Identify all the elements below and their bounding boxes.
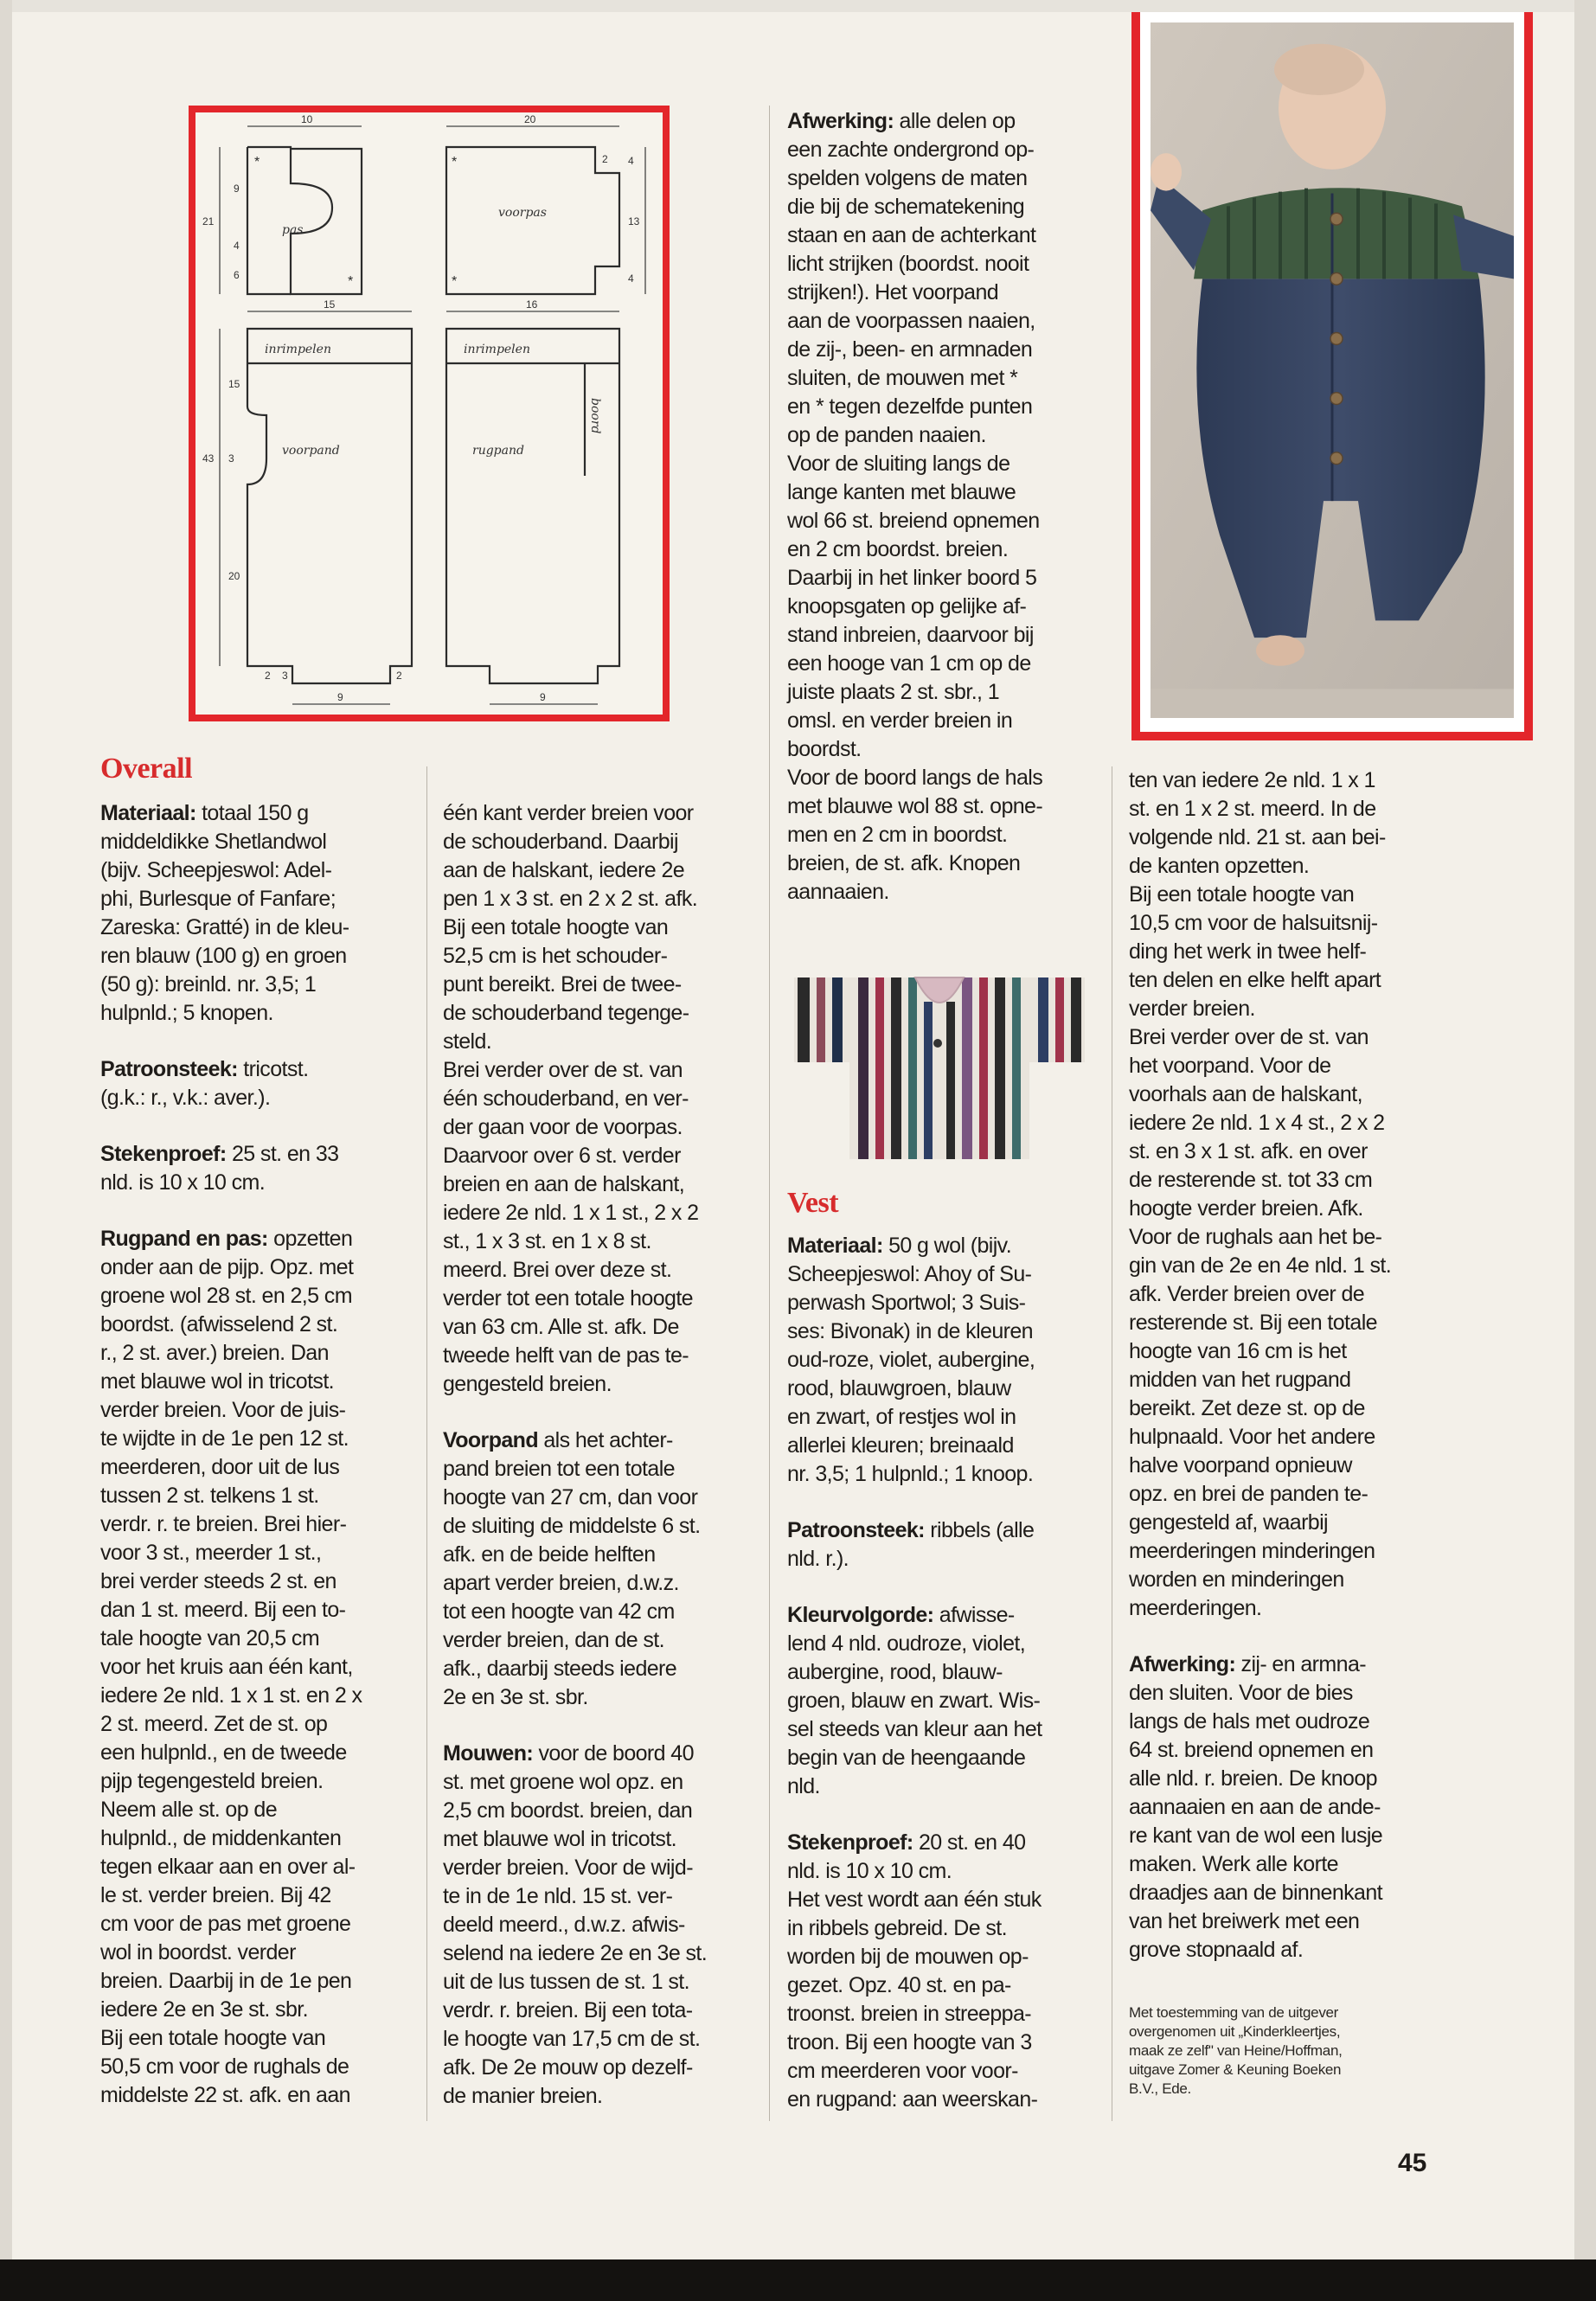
- text-line: opzetten: [273, 1227, 353, 1251]
- text-line: 2 st. meerd. Zet de st. op: [100, 1712, 328, 1736]
- paragraph-label: Materiaal:: [100, 801, 196, 825]
- text-line: voor de boord 40: [538, 1741, 694, 1766]
- text-line: hoogte van 27 cm, dan voor: [443, 1485, 698, 1509]
- dim-pas-back-h2: 4: [234, 240, 240, 252]
- text-line: opz. en brei de panden te-: [1129, 1482, 1368, 1506]
- text-line: perwash Sportwol; 3 Suis-: [787, 1291, 1026, 1315]
- text-line: worden bij de mouwen op-: [787, 1945, 1029, 1969]
- dim-foot-a: 2: [265, 670, 271, 682]
- text-line: deeld meerd., d.w.z. afwis-: [443, 1913, 685, 1937]
- credit-line: Met toestemming van de uitgever: [1129, 2004, 1339, 2021]
- text-line: Bij een totale hoogte van: [443, 915, 669, 939]
- text-line: ses: Bivonak) in de kleuren: [787, 1319, 1033, 1343]
- text-line: strijken!). Het voorpand: [787, 280, 999, 304]
- dim-panel-front-total: 43: [202, 452, 215, 465]
- paragraph-label: Rugpand en pas:: [100, 1227, 268, 1251]
- page-edge-left: [0, 0, 12, 2301]
- text-line: hoogte verder breien. Afk.: [1129, 1196, 1363, 1221]
- publisher-credit: [1129, 2003, 1440, 2099]
- text-line: groene wol 28 st. en 2,5 cm: [100, 1284, 352, 1308]
- dim-pas-back-h1: 9: [234, 183, 240, 195]
- text-line: re kant van de wol een lusje: [1129, 1823, 1383, 1848]
- voorpas-outline: [446, 147, 619, 294]
- vest-column-2: [1129, 766, 1447, 1965]
- text-line: de schouderband tegenge-: [443, 1001, 689, 1025]
- text-line: van 63 cm. Alle st. afk. De: [443, 1315, 679, 1339]
- pas-back-label: pas: [282, 223, 304, 237]
- baby-overall-photo-frame: [1131, 12, 1533, 740]
- text-line: en * tegen dezelfde punten: [787, 394, 1033, 419]
- text-line: groen, blauw en zwart. Wis-: [787, 1689, 1041, 1713]
- text-line: voor het kruis aan één kant,: [100, 1655, 353, 1679]
- dim-pas-back-total: 21: [202, 215, 215, 228]
- text-line: tricotst.: [243, 1057, 309, 1081]
- text-line: gengesteld af, waarbij: [1129, 1510, 1329, 1535]
- text-line: grove stopnaald af.: [1129, 1938, 1304, 1962]
- rugpand-label: rugpand: [472, 444, 524, 458]
- text-line: verder breien. Voor de juis-: [100, 1398, 346, 1422]
- text-line: te in de 1e nld. 15 st. ver-: [443, 1884, 673, 1908]
- text-line: r., 2 st. aver.) breien. Dan: [100, 1341, 329, 1365]
- text-line: tot een hoogte van 42 cm: [443, 1599, 675, 1624]
- paragraph: [787, 1601, 1106, 1801]
- text-line: hoogte van 16 cm is het: [1129, 1339, 1347, 1363]
- paragraph: [100, 1225, 419, 2110]
- text-line: afk., daarbij steeds iedere: [443, 1657, 677, 1681]
- credit-line: uitgave Zomer & Keuning Boeken: [1129, 2061, 1342, 2078]
- text-line: Neem alle st. op de: [100, 1798, 277, 1822]
- baby-overall-photo: [1151, 22, 1514, 718]
- text-line: wol in boordst. verder: [100, 1940, 296, 1965]
- paragraph: [443, 799, 761, 1399]
- text-line: uit de lus tussen de st. 1 st.: [443, 1970, 689, 1994]
- overall-column-3: [787, 107, 1106, 907]
- text-line: hulpnld.; 5 knopen.: [100, 1001, 273, 1025]
- text-line: ten delen en elke helft apart: [1129, 968, 1381, 992]
- star-mark: *: [452, 155, 458, 170]
- voorpand-label: voorpand: [282, 444, 340, 458]
- text-line: selend na iedere 2e en 3e st.: [443, 1941, 708, 1965]
- column-rule: [769, 106, 770, 2121]
- credit-line: overgenomen uit „Kinderkleertjes,: [1129, 2023, 1341, 2040]
- text-line: spelden volgens de maten: [787, 166, 1028, 190]
- text-line: volgende nld. 21 st. aan bei-: [1129, 825, 1386, 849]
- paragraph: [1129, 1650, 1447, 1965]
- text-line: aannaaien.: [787, 880, 889, 904]
- inrimpelen-front-label: inrimpelen: [265, 343, 331, 356]
- text-line: 2e en 3e st. sbr.: [443, 1685, 588, 1709]
- text-line: aannaaien en aan de ande-: [1129, 1795, 1381, 1819]
- text-line: sluiten, de mouwen met *: [787, 366, 1018, 390]
- dim-pas-front-h1: 4: [628, 155, 634, 167]
- dim-pas-back-h3: 6: [234, 269, 240, 281]
- text-line: langs de hals met oudroze: [1129, 1709, 1370, 1734]
- text-line: Het vest wordt aan één stuk: [787, 1888, 1042, 1912]
- overall-column-2: [443, 799, 761, 2111]
- text-line: punt bereikt. Brei de twee-: [443, 972, 682, 997]
- text-line: als het achter-: [543, 1428, 673, 1452]
- dim-pas-front-width: 20: [524, 113, 536, 125]
- text-line: st. en 1 x 2 st. meerd. In de: [1129, 797, 1376, 821]
- text-line: oud-roze, violet, aubergine,: [787, 1348, 1035, 1372]
- text-line: troon. Bij een hoogte van 3: [787, 2030, 1032, 2054]
- text-line: cm voor de pas met groene: [100, 1912, 351, 1936]
- text-line: nld. r.).: [787, 1547, 849, 1571]
- text-line: brei verder steeds 2 st. en: [100, 1569, 337, 1593]
- text-line: rood, blauwgroen, blauw: [787, 1376, 1011, 1400]
- vest-column-1: [787, 1232, 1106, 2114]
- text-line: st. met groene wol opz. en: [443, 1770, 683, 1794]
- dim-panel-back-width: 16: [526, 298, 538, 311]
- dim-foot-c: 2: [396, 670, 402, 682]
- dim-pas-front-h3: 4: [628, 272, 634, 285]
- text-line: aan de voorpassen naaien,: [787, 309, 1035, 333]
- text-line: met blauwe wol 88 st. opne-: [787, 794, 1043, 818]
- paragraph: [100, 1055, 419, 1112]
- text-line: halve voorpand opnieuw: [1129, 1453, 1352, 1477]
- text-line: tale hoogte van 20,5 cm: [100, 1626, 320, 1650]
- star-mark: *: [452, 274, 458, 289]
- text-line: pand breien tot een totale: [443, 1457, 675, 1481]
- text-line: stand inbreien, daarvoor bij: [787, 623, 1034, 647]
- text-line: 2,5 cm boordst. breien, dan: [443, 1798, 693, 1823]
- text-line: (50 g): breinld. nr. 3,5; 1: [100, 972, 317, 997]
- text-line: middeldikke Shetlandwol: [100, 830, 327, 854]
- text-line: cm meerderen voor voor-: [787, 2059, 1018, 2083]
- overall-column-1: [100, 799, 419, 2110]
- dim-pas-back-width: 10: [301, 113, 313, 125]
- text-line: één kant verder breien voor: [443, 801, 694, 825]
- text-line: Daarbij in het linker boord 5: [787, 566, 1037, 590]
- paragraph: [787, 1516, 1106, 1574]
- text-line: bereikt. Zet deze st. op de: [1129, 1396, 1365, 1420]
- text-line: apart verder breien, d.w.z.: [443, 1571, 679, 1595]
- text-line: afk. Verder breien over de: [1129, 1282, 1365, 1306]
- text-line: aan de halskant, iedere 2e: [443, 858, 685, 882]
- text-line: te wijdte in de 1e pen 12 st.: [100, 1426, 349, 1451]
- text-line: Zareska: Gratté) in de kleu-: [100, 915, 349, 939]
- text-line: st. en 3 x 1 st. afk. en over: [1129, 1139, 1368, 1163]
- text-line: een zachte ondergrond op-: [787, 138, 1035, 162]
- paragraph: [100, 799, 419, 1028]
- text-line: een hooge van 1 cm op de: [787, 651, 1031, 676]
- text-line: 64 st. breiend opnemen en: [1129, 1738, 1374, 1762]
- text-line: worden en minderingen: [1129, 1567, 1344, 1592]
- dim-panel-front-h2: 3: [228, 452, 234, 465]
- text-line: tussen 2 st. telkens 1 st.: [100, 1484, 319, 1508]
- dim-panel-front-h1: 15: [228, 378, 240, 390]
- text-line: meerderingen minderingen: [1129, 1539, 1375, 1563]
- text-line: met blauwe wol in tricotst.: [100, 1369, 335, 1394]
- paragraph-label: Kleurvolgorde:: [787, 1603, 934, 1627]
- text-line: maken. Werk alle korte: [1129, 1852, 1338, 1876]
- text-line: (bijv. Scheepjeswol: Adel-: [100, 858, 332, 882]
- dim-foot-b: 3: [282, 670, 288, 682]
- text-line: afk. De 2e mouw op dezelf-: [443, 2055, 693, 2080]
- text-line: Scheepjeswol: Ahoy of Su-: [787, 1262, 1032, 1286]
- voorpas-label: voorpas: [498, 206, 547, 220]
- dim-pas-front-h2: 13: [628, 215, 640, 228]
- text-line: boordst.: [787, 737, 862, 761]
- inrimpelen-back-label: inrimpelen: [464, 343, 530, 356]
- rugpand-outline: [446, 329, 619, 683]
- text-line: pen 1 x 3 st. en 2 x 2 st. afk.: [443, 887, 698, 911]
- text-line: ren blauw (100 g) en groen: [100, 944, 347, 968]
- dim-foot-width: 9: [337, 691, 343, 703]
- text-line: phi, Burlesque of Fanfare;: [100, 887, 337, 911]
- paragraph: [443, 1426, 761, 1712]
- paragraph-label: Afwerking:: [1129, 1652, 1236, 1676]
- text-line: en zwart, of restjes wol in: [787, 1405, 1016, 1429]
- text-line: breien. Daarbij in de 1e pen: [100, 1969, 352, 1993]
- text-line: staan en aan de achterkant: [787, 223, 1036, 247]
- paragraph: [443, 1740, 761, 2111]
- text-line: de zij-, been- en armnaden: [787, 337, 1033, 362]
- text-line: alle delen op: [899, 109, 1016, 133]
- paragraph-label: Materiaal:: [787, 1234, 883, 1258]
- striped-vest-image: [785, 967, 1093, 1164]
- boord-label: boord: [588, 398, 602, 434]
- text-line: meerderingen.: [1129, 1596, 1262, 1620]
- text-line: verder breien. Voor de wijd-: [443, 1856, 693, 1880]
- text-line: men en 2 cm in boordst.: [787, 823, 1008, 847]
- text-line: één schouderband, en ver-: [443, 1086, 689, 1111]
- text-line: het voorpand. Voor de: [1129, 1054, 1331, 1078]
- page-edge-bottom: [0, 2259, 1596, 2301]
- text-line: iedere 2e en 3e st. sbr.: [100, 1997, 308, 2022]
- text-line: voorhals aan de halskant,: [1129, 1082, 1362, 1106]
- text-line: met blauwe wol in tricotst.: [443, 1827, 677, 1851]
- pattern-schematic: [189, 106, 670, 721]
- text-line: begin van de heengaande: [787, 1746, 1026, 1770]
- text-line: iedere 2e nld. 1 x 1 st. en 2 x: [100, 1683, 362, 1708]
- text-line: 50,5 cm voor de rughals de: [100, 2054, 349, 2079]
- dim-panel-front-width: 15: [324, 298, 336, 311]
- text-line: draadjes aan de binnenkant: [1129, 1881, 1382, 1905]
- text-line: allerlei kleuren; breinaald: [787, 1433, 1014, 1458]
- paragraph: [787, 107, 1106, 907]
- text-line: den sluiten. Voor de bies: [1129, 1681, 1353, 1705]
- text-line: sel steeds van kleur aan het: [787, 1717, 1042, 1741]
- text-line: in ribbels gebreid. De st.: [787, 1916, 1007, 1940]
- dim-pas-front-side: 2: [602, 153, 608, 165]
- text-line: gengesteld breien.: [443, 1372, 612, 1396]
- text-line: (g.k.: r., v.k.: aver.).: [100, 1086, 271, 1110]
- text-line: 52,5 cm is het schouder-: [443, 944, 668, 968]
- text-line: lange kanten met blauwe: [787, 480, 1016, 504]
- text-line: onder aan de pijp. Opz. met: [100, 1255, 354, 1279]
- text-line: 25 st. en 33: [231, 1142, 339, 1166]
- page-edge-top: [0, 0, 1596, 12]
- text-line: breien en aan de halskant,: [443, 1172, 685, 1196]
- text-line: nld.: [787, 1774, 820, 1798]
- paragraph: [787, 1829, 1106, 2114]
- text-line: de schouderband. Daarbij: [443, 830, 678, 854]
- credit-line: maak ze zelf" van Heine/Hoffman,: [1129, 2042, 1343, 2059]
- vest-photo: [785, 967, 1093, 1164]
- text-line: boordst. (afwisselend 2 st.: [100, 1312, 338, 1336]
- text-line: Voor de rughals aan het be-: [1129, 1225, 1382, 1249]
- text-line: midden van het rugpand: [1129, 1368, 1351, 1392]
- text-line: iedere 2e nld. 1 x 1 st., 2 x 2: [443, 1201, 699, 1225]
- text-line: die bij de schematekening: [787, 195, 1025, 219]
- text-line: alle nld. r. breien. De knoop: [1129, 1766, 1377, 1791]
- text-line: st., 1 x 3 st. en 1 x 8 st.: [443, 1229, 651, 1253]
- text-line: 10,5 cm voor de halsuitsnij-: [1129, 911, 1378, 935]
- text-line: hulpnld., de middenkanten: [100, 1826, 342, 1850]
- dim-foot-width-back: 9: [540, 691, 546, 703]
- text-line: de sluiting de middelste 6 st.: [443, 1514, 701, 1538]
- text-line: meerd. Brei over deze st.: [443, 1258, 672, 1282]
- text-line: verder tot een totale hoogte: [443, 1286, 693, 1311]
- text-line: 20 st. en 40: [918, 1830, 1026, 1855]
- voorpand-outline: [247, 329, 412, 683]
- text-line: afwisse-: [939, 1603, 1015, 1627]
- text-line: le hoogte van 17,5 cm de st.: [443, 2027, 701, 2051]
- text-line: ten van iedere 2e nld. 1 x 1: [1129, 768, 1375, 792]
- text-line: gezet. Opz. 40 st. en pa-: [787, 1973, 1011, 1997]
- text-line: en rugpand: aan weerskan-: [787, 2087, 1038, 2112]
- text-line: Brei verder over de st. van: [443, 1058, 683, 1082]
- schematic-drawing: [195, 112, 663, 715]
- text-line: steld.: [443, 1029, 492, 1054]
- credit-line: B.V., Ede.: [1129, 2080, 1191, 2097]
- paragraph-label: Patroonsteek:: [787, 1518, 925, 1542]
- text-line: Bij een totale hoogte van: [100, 2026, 326, 2050]
- text-line: van het breiwerk met een: [1129, 1909, 1360, 1933]
- paragraph-label: Mouwen:: [443, 1741, 534, 1766]
- text-line: een hulpnld., en de tweede: [100, 1740, 347, 1765]
- paragraph-label: Afwerking:: [787, 109, 894, 133]
- text-line: Voor de sluiting langs de: [787, 452, 1010, 476]
- text-line: pijp tegengesteld breien.: [100, 1769, 324, 1793]
- paragraph-label: Patroonsteek:: [100, 1057, 238, 1081]
- paragraph-label: Stekenproef:: [787, 1830, 913, 1855]
- text-line: afk. en de beide helften: [443, 1542, 656, 1567]
- text-line: meerderen, door uit de lus: [100, 1455, 340, 1479]
- text-line: verdr. r. breien. Bij een tota-: [443, 1998, 693, 2022]
- text-line: tegen elkaar aan en over al-: [100, 1855, 356, 1879]
- text-line: zij- en armna-: [1240, 1652, 1366, 1676]
- text-line: licht strijken (boordst. nooit: [787, 252, 1029, 276]
- text-line: middelste 22 st. afk. en aan: [100, 2083, 350, 2107]
- text-line: iedere 2e nld. 1 x 4 st., 2 x 2: [1129, 1111, 1385, 1135]
- star-mark: *: [348, 274, 354, 289]
- text-line: lend 4 nld. oudroze, violet,: [787, 1631, 1026, 1656]
- text-line: aubergine, rood, blauw-: [787, 1660, 1003, 1684]
- text-line: juiste plaats 2 st. sbr., 1: [787, 680, 1000, 704]
- paragraph-label: Voorpand: [443, 1428, 539, 1452]
- text-line: totaal 150 g: [202, 801, 309, 825]
- star-mark: *: [254, 155, 260, 170]
- paragraph: [100, 1140, 419, 1197]
- text-line: voor 3 st., meerder 1 st.,: [100, 1541, 322, 1565]
- text-line: en 2 cm boordst. breien.: [787, 537, 1009, 561]
- text-line: Voor de boord langs de hals: [787, 766, 1043, 790]
- text-line: nr. 3,5; 1 hulpnld.; 1 knoop.: [787, 1462, 1034, 1486]
- text-line: verdr. r. te breien. Brei hier-: [100, 1512, 347, 1536]
- page-edge-right: [1574, 0, 1596, 2259]
- text-line: nld. is 10 x 10 cm.: [787, 1859, 952, 1883]
- text-line: 50 g wol (bijv.: [888, 1234, 1012, 1258]
- page-number: 45: [1398, 2149, 1427, 2177]
- pas-back-outline: [247, 147, 362, 294]
- text-line: hulpnaald. Voor het andere: [1129, 1425, 1375, 1449]
- vest-heading: Vest: [787, 1187, 839, 1219]
- text-line: nld. is 10 x 10 cm.: [100, 1170, 266, 1195]
- text-line: breien, de st. afk. Knopen: [787, 851, 1021, 875]
- text-line: dan 1 st. meerd. Bij een to-: [100, 1598, 346, 1622]
- text-line: op de panden naaien.: [787, 423, 986, 447]
- text-line: Brei verder over de st. van: [1129, 1025, 1368, 1049]
- text-line: tweede helft van de pas te-: [443, 1343, 689, 1368]
- overall-heading: Overall: [100, 753, 193, 785]
- dim-panel-front-h3: 20: [228, 570, 240, 582]
- text-line: gin van de 2e en 4e nld. 1 st.: [1129, 1253, 1392, 1278]
- text-line: ding het werk in twee helf-: [1129, 939, 1367, 964]
- text-line: troonst. breien in streeppa-: [787, 2002, 1031, 2026]
- text-line: de kanten opzetten.: [1129, 854, 1310, 878]
- text-line: de resterende st. tot 33 cm: [1129, 1168, 1373, 1192]
- text-line: Bij een totale hoogte van: [1129, 882, 1355, 907]
- text-line: de manier breien.: [443, 2084, 603, 2108]
- text-line: omsl. en verder breien in: [787, 708, 1013, 733]
- paragraph: [787, 1232, 1106, 1489]
- column-rule: [426, 766, 427, 2121]
- text-line: ribbels (alle: [930, 1518, 1035, 1542]
- text-line: Daarvoor over 6 st. verder: [443, 1144, 681, 1168]
- paragraph: [1129, 766, 1447, 1623]
- text-line: knoopsgaten op gelijke af-: [787, 594, 1027, 619]
- text-line: le st. verder breien. Bij 42: [100, 1883, 331, 1907]
- text-line: verder breien.: [1129, 997, 1255, 1021]
- paragraph-label: Stekenproef:: [100, 1142, 227, 1166]
- text-line: der gaan voor de voorpas.: [443, 1115, 683, 1139]
- text-line: verder breien, dan de st.: [443, 1628, 664, 1652]
- text-line: wol 66 st. breiend opnemen: [787, 509, 1040, 533]
- text-line: resterende st. Bij een totale: [1129, 1311, 1377, 1335]
